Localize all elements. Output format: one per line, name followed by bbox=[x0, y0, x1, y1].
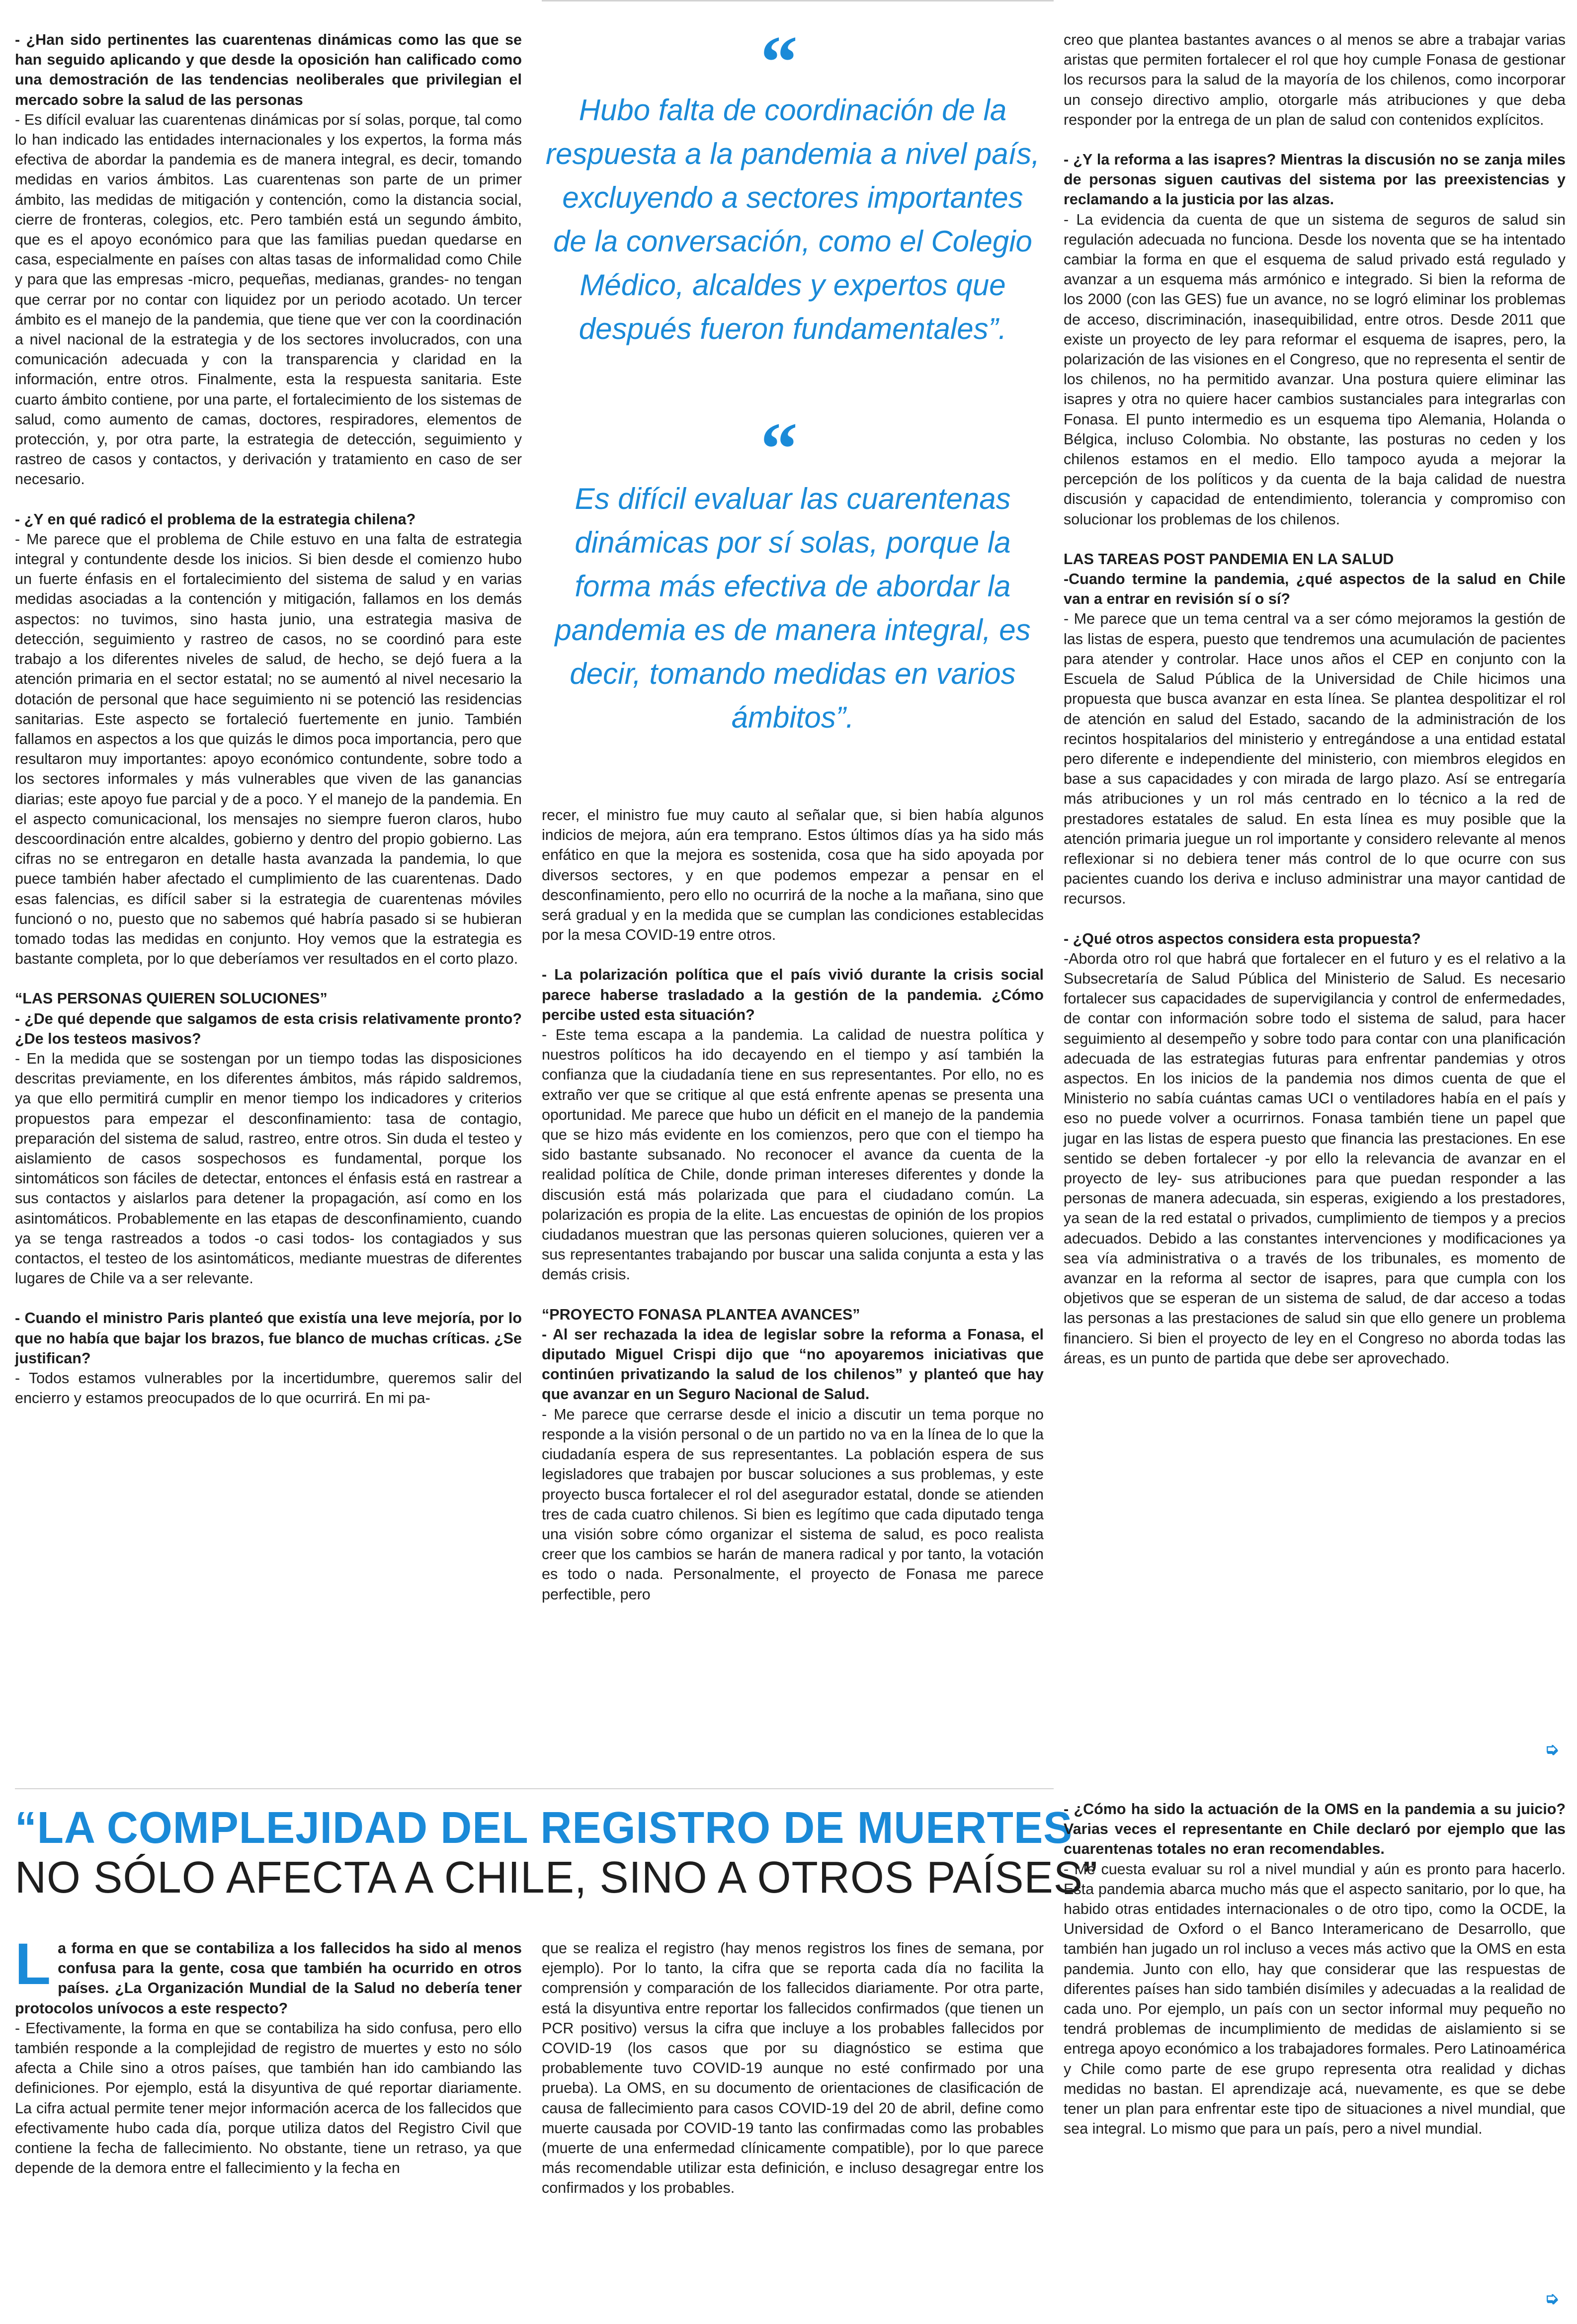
answer-8: - Me parece que un tema central va a ser cómo mejoramos la gestión de las listas de espera, puesto que tendremos una acumulación de pacientes para atender y controlar. Hace unos años el CEP en conjunto con la Escuela de Salud Pública de la Universidad de Chile hicimos una propuesta que busca avanzar en esta línea. Se plantea despolitizar el rol de atención en salud del Estado, sacando de la administración de los recintos hospitalarios del ministerio y entregándose a una entidad estatal pero diferente e independiente del ministerio, con miembros elegidos en base a sus capacidades y con mirada de largo plazo. Así se entregaría más atribuciones y un rol más centrado en lo técnico a la red de prestadores estatales de salud. En esta línea es muy posible que la atención primaria juegue un rol importante y considero relevante al menos reflexionar si no debiera tener más control de lo que ocurre con sus pacientes cuando los deriva e incluso administrar una mayor cantidad de recursos. bbox=[1064, 610, 1566, 908]
question-11: - ¿Cómo ha sido la actuación de la OMS en la pandemia a su juicio? Varias veces el representante en Chile declaró por ejemplo que las cuarentenas totales no eran recomendables. bbox=[1064, 1801, 1566, 1858]
bottom-column-2 bbox=[542, 1938, 1044, 2198]
answer-3: - En la medida que se sostengan por un tiempo todas las disposiciones descritas previamente, en los diferentes ámbitos, más rápido saldremos, ya que ello permitirá cumplir en menor tiempo los indicadores y criterios propuestos para empezar el desconfinamiento: tasa de contagio, preparación del sistema de salud, rastreo, entre otros. Sin duda el testeo y aislamiento de casos sospechosos es fundamental, porque los sintomáticos son fáciles de detectar, entonces el énfasis está en rastrear a sus contactos y aislarlos para detener la propagación, así como en los asintomáticos. Probablemente en las etapas de desconfinamiento, cuando ya se tenga rastreados a todos -o casi todos- los contagiados y sus contactos, el testeo de los asintomáticos, mediante muestras de diferentes lugares de Chile va a ser relevante. bbox=[15, 1050, 522, 1287]
question-10 bbox=[15, 1931, 522, 2018]
question-4: - Cuando el ministro Paris planteó que existía una leve mejoría, por lo que no había que bajar los brazos, fue blanco de muchas críticas. ¿Se justifican? bbox=[15, 1310, 522, 1367]
answer-4-continued: recer, el ministro fue muy cauto al señalar que, si bien había algunos indicios de mejora, aún era temprano. Estos últimos días ya ha sido más enfático en que la mejora es sostenida, cosa que ha sido apoyada por diversos sectores, y en que podemos empezar a pensar en el desconfinamiento, pero ello no ocurrirá de la noche a la mañana, sino que será gradual y en la medida que se cumplan las condiciones establecidas por la mesa COVID-19 entre otros. bbox=[542, 807, 1044, 944]
bottom-column-3 bbox=[1064, 1799, 1566, 2139]
continue-arrow-icon: ➭ bbox=[1545, 2289, 1559, 2308]
continue-arrow-icon: ➭ bbox=[1545, 1740, 1559, 1759]
question-9: - ¿Qué otros aspectos considera esta propuesta? bbox=[1064, 930, 1421, 947]
answer-9: -Aborda otro rol que habrá que fortalecer en el futuro y es el relativo a la Subsecretaría de Salud Pública del Ministerio de Salud. Es necesario fortalecer sus capacidades de supervigilancia y control de enfermedades, de contar con información sobre todo el sistema de salud, para hacer seguimiento al desempeño y sobre todo para contar con una planificación adecuada de las estrategias futuras para enfrentar pandemias y otros aspectos. En los inicios de la pandemia nos dimos cuenta de que el Ministerio no sabía cuántas camas UCI o ventiladores había en el país y eso no puede volver a ocurrirnos. Fonasa también tiene un papel que jugar en las listas de espera puesto que financia las prestaciones. En ese sentido se deben fortalecer -y por ello la relevancia de avanzar en el proyecto de ley- sus atribuciones para que puedan responder a las personas de manera adecuada, sin esperas, exigiendo a los prestadores, ya sean de la red estatal o privados, cumplimiento de tiempos y a precios adecuados. Debido a las constantes intervenciones y modificaciones ya sea vía administrativa o a través de los tribunales, es momento de avanzar en la reforma al sector de isapres, para que cumpla con los objetivos que se esperan de un sistema de salud, de dar acceso a todas las personas a las prestaciones de salud sin que ello genere un problema financiero. Si bien el proyecto de ley en el Congreso no aborda todas las áreas, es un punto de partida que debe ser aprovechado. bbox=[1064, 950, 1566, 1367]
answer-6: - Me parece que cerrarse desde el inicio a discutir un tema porque no responde a la visión personal o de un partido no va en la línea de lo que la ciudadanía espera de sus representantes. La población espera de sus legisladores que trabajen por buscar soluciones a sus problemas, y este proyecto busca fortalecer el rol del asegurador estatal, donde se atienden tres de cada cuatro chilenos. Si bien es legítimo que cada diputado tenga una visión sobre cómo organizar el sistema de salud, es poco realista creer que los cambios se harán de manera radical y por tanto, la votación es todo o nada. Personalmente, el proyecto de Fonasa me parece perfectible, pero bbox=[542, 1406, 1044, 1603]
answer-11: - Me cuesta evaluar su rol a nivel mundial y aún es pronto para hacerlo. Esta pandemia abarca mucho más que el aspecto sanitario, por lo que, ha habido otras entidades internacionales o de otro tipo, como la OCDE, la Universidad de Oxford o el Banco Interamericano de Desarrollo, que también han jugado un rol incluso a veces más activo que la OMS en esta pandemia. Junto con ello, hay que considerar que las respuestas de diferentes países han sido también disímiles y adecuadas a la realidad de cada uno. Por ejemplo, un país con un sector informal muy pequeño no tendrá problemas de incumplimiento de medidas de aislamiento si se entrega apoyo económico a los trabajadores formales. Pero Latinoamérica y Chile como parte de ese grupo representa otra realidad y dichas medidas no bastan. El aprendizaje acá, nuevamente, es que se debe tener un plan para enfrentar este tipo de situaciones a nivel mundial, que sea integral. Lo mismo que para un país, pero a nivel mundial. bbox=[1064, 1860, 1566, 2138]
answer-2: - Me parece que el problema de Chile estuvo en una falta de estrategia integral y contundente desde los inicios. Si bien desde el comienzo hubo un fuerte énfasis en el fortalecimiento del sistema de salud y en varias medidas asociadas a la contención y mitigación, fallamos en los demás aspectos: no tuvimos, sino hasta junio, una estrategia masiva de detección, seguimiento y rastreo de casos, no se coordinó para este trabajo a los diferentes niveles de salud, de hecho, se dejó fuera a la atención primaria en el sector estatal; no se aumentó al nivel necesario la dotación de personal que hace seguimiento ni se potenció las residencias sanitarias. Este aspecto se fortaleció fuertemente en junio. También fallamos en aspectos a los que quizás le dimos poca importancia, pero que resultaron muy importantes: apoyo económico contundente, sobre todo a los sectores informales y más vulnerables que viven de las ganancias diarias; este apoyo fue parcial y de a poco. Y el manejo de la pandemia. En el aspecto comunicacional, los mensajes no siempre fueron claros, hubo descoordinación entre alcaldes, gobierno y dentro del propio gobierno. Las cifras no se entregaron en detalle hasta avanzada la pandemia, lo que puece también haber afectado el cumplimiento de las cuarentenas. Dado esas falencias, es difícil saber si la estrategia de cuarentenas móviles funcionó o no, puesto que no sabemos qué habría pasado si se hubieran tomado todas las medidas en conjunto. Hoy vemos que la estrategia es bastante completa, por lo que deberíamos ver resultados en el corto plazo. bbox=[15, 530, 522, 968]
headline bbox=[15, 1803, 1098, 1903]
section-heading-3: LAS TAREAS POST PANDEMIA EN LA SALUD bbox=[1064, 550, 1394, 568]
quote-icon: “ bbox=[760, 21, 798, 103]
headline-line-1: “LA COMPLEJIDAD DEL REGISTRO DE MUERTES bbox=[15, 1803, 1073, 1853]
answer-10-continued: que se realiza el registro (hay menos registros los fines de semana, por ejemplo). Por lo tanto, la cifra que se reporta cada día no facilita la comprensión y comparación de los fallecidos diariamente. Por otra parte, está la disyuntiva entre reportar los fallecidos confirmados (que tienen un PCR positivo) versus la cifra que incluye a los probables fallecidos por COVID-19 (los casos que por su diagnóstico se estima que probablemente tuvo COVID-19 aunque no esté confirmado por una prueba). La OMS, en su documento de orientaciones de clasificación de causa de fallecimiento para casos COVID-19 del 20 de abril, define como muerte causada por COVID-19 tanto las confirmadas como las probables (muerte de una enfermedad clínicamente compatible), por lo que parece más recomendable utilizar esta definición, e incluso desagregar entre los confirmados y los probables. bbox=[542, 1940, 1044, 2197]
question-8: -Cuando termine la pandemia, ¿qué aspectos de la salud en Chile van a entrar en revisión sí o sí? bbox=[1064, 571, 1566, 608]
answer-1: - Es difícil evaluar las cuarentenas dinámicas por sí solas, porque, tal como lo han indicado las entidades internacionales y los expertos, la forma más efectiva de abordar la pandemia es de manera integral, es decir, tomando medidas en varios ámbitos. Las cuarentenas son parte de un primer ámbito, las medidas de mitigación y contención, como la distancia social, cierre de fronteras, colegios, etc. Pero también está un segundo ámbito, que es el apoyo económico para que las familias puedan quedarse en casa, especialmente en países con altas tasas de informalidad como Chile y para que las empresas -micro, pequeñas, medianas, grandes- no tengan que cerrar por no contar con liquidez por un periodo acotado. Un tercer ámbito es el manejo de la pandemia, que tiene que ver con la coordinación a nivel nacional de la estrategia y de los sectores involucrados, con una comunicación adecuada y con la transparencia y claridad en la información, entre otros. Finalmente, esta la respuesta sanitaria. Este cuarto ámbito contiene, por una parte, el fortalecimiento de los sistemas de salud, como aumento de camas, doctores, respiradores, elementos de protección, y, por otra parte, la estrategia de detección, seguimiento y rastreo de casos y contactos, y derivación y tratamiento en caso de ser necesario. bbox=[15, 111, 522, 488]
column-1 bbox=[15, 30, 522, 1408]
answer-4: - Todos estamos vulnerables por la incertidumbre, queremos salir del encierro y estamos preocupados de lo que ocurrirá. En mi pa- bbox=[15, 1370, 522, 1407]
bottom-column-1 bbox=[15, 1931, 522, 2178]
answer-6-continued: creo que plantea bastantes avances o al menos se abre a trabajar varias aristas que permiten fortalecer el rol que hoy cumple Fonasa de gestionar los recursos para la salud de la mayoría de los chilenos, como incorporar un consejo directivo amplio, otorgarle más atribuciones y que deba responder por la entrega de un plan de salud con contenidos explícitos. bbox=[1064, 31, 1566, 128]
question-1: - ¿Han sido pertinentes las cuarentenas dinámicas como las que se han seguido aplicando y que desde la oposición han calificado como una demostración de las tendencias neoliberales que privilegian el mercado sobre la salud de las personas bbox=[15, 31, 522, 108]
question-2: - ¿Y en qué radicó el problema de la estrategia chilena? bbox=[15, 510, 416, 528]
drop-cap: L bbox=[15, 1931, 51, 1997]
top-rule bbox=[542, 0, 1054, 1]
pull-quote-1: Hubo falta de coordinación de la respuesta a la pandemia a nivel país, excluyendo a sectores importantes de la conversación, como el Colegio Médico, alcaldes y expertos que después fueron fundamentales”. bbox=[546, 93, 1040, 345]
headline-line-2: NO SÓLO AFECTA A CHILE, SINO A OTROS PAÍSES” bbox=[15, 1853, 1098, 1903]
question-3: - ¿De qué depende que salgamos de esta crisis relativamente pronto? ¿De los testeos masivos? bbox=[15, 1010, 522, 1047]
quote-icon: “ bbox=[760, 408, 798, 490]
question-6: - Al ser rechazada la idea de legislar sobre la reforma a Fonasa, el diputado Miguel Crispi dijo que “no apoyaremos iniciativas que continúen privatizando la salud de los chilenos” y planteó que hay que avanzar en un Seguro Nacional de Salud. bbox=[542, 1326, 1044, 1403]
answer-5: - Este tema escapa a la pandemia. La calidad de nuestra política y nuestros políticos ha ido decayendo en el tiempo y así también la confianza que la ciudadanía tiene en sus representantes. Por ello, no es extraño ver que se critique al que está enfrente apenas se presenta una oportunidad. Me parece que hubo un déficit en el manejo de la pandemia que se hizo más evidente en los comienzos, pero que con el tiempo ha sido bastante subsanado. No reconocer el avance da cuenta de la realidad política de Chile, donde priman intereses diferentes y donde la discusión está más polarizada que para el ciudadano común. La polarización es propia de la elite. Las encuestas de opinión de los propios ciudadanos muestran que las personas quieren soluciones, quieren ver a sus representantes trabajando por buscar una salida conjunta a esta y las demás crisis. bbox=[542, 1026, 1044, 1283]
question-5: - La polarización política que el país vivió durante la crisis social parece haberse trasladado a la gestión de la pandemia. ¿Cómo percibe usted esta situación? bbox=[542, 966, 1044, 1023]
column-3 bbox=[1064, 30, 1566, 1368]
answer-7: - La evidencia da cuenta de que un sistema de seguros de salud sin regulación adecuada no funciona. Desde los noventa que se ha intentado cambiar la forma en que el esquema de salud privado está regulado y avanzar a un esquema más armónico e integrado. Si bien la reforma de los 2000 (con las GES) fue un avance, no se logró eliminar los problemas de acceso, discriminación, inasequibilidad, entre otros. Desde 2011 que existe un proyecto de ley para reformar el esquema de isapres, pero, la polarización de las visiones en el Congreso, que no representa el sentir de los chilenos, no ha permitido avanzar. Una postura quiere eliminar las isapres y otra no quiere hacer cambios sustanciales para integrarlas con Fonasa. El punto intermedio es un esquema tipo Alemania, Holanda o Bélgica, incluso Colombia. No obstante, las posturas no ceden y los chilenos estamos en el medio. Ello tampoco ayuda a mejorar la percepción de los políticos y da cuenta de la baja calidad de nuestra discusión y capacidad de entendimiento, tolerancia y compromiso con solucionar los problemas de los chilenos. bbox=[1064, 211, 1566, 528]
pull-quote-2: Es difícil evaluar las cuarentenas dinámicas por sí solas, porque la forma más efectiva de abordar la pandemia es de manera integral, es decir, tomando medidas en varios ámbitos”. bbox=[555, 482, 1031, 734]
column-2 bbox=[542, 805, 1044, 1604]
section-heading-2: “PROYECTO FONASA PLANTEA AVANCES” bbox=[542, 1306, 860, 1323]
question-7: - ¿Y la reforma a las isapres? Mientras la discusión no se zanja miles de personas siguen cautivas del sistema por las preexistencias y reclamando a la justicia por las alzas. bbox=[1064, 151, 1566, 208]
answer-10: - Efectivamente, la forma en que se contabiliza ha sido confusa, pero ello también responde a la complejidad de registro de muertes y esto no sólo afecta a Chile sino a otros países, que también han ido cambiando las definiciones. Por ejemplo, está la disyuntiva de qué reportar diariamente. La cifra actual permite tener mejor información acerca de los fallecidos que efectivamente hubo cada día, porque utiliza datos del Registro Civil que contiene la fecha de fallecimiento. No obstante, tiene un retraso, ya que depende de la demora entre el fallecimiento y la fecha en bbox=[15, 2019, 522, 2177]
question-10-text: a forma en que se contabiliza a los fallecidos ha sido al menos confusa para la gente, cosa que también ha ocurrido en otros países. ¿La Organización Mundial de la Salud no debería tener protocolos unívocos a este respecto? bbox=[15, 1940, 522, 2017]
section-heading-1: “LAS PERSONAS QUIEREN SOLUCIONES” bbox=[15, 990, 328, 1007]
headline-rule bbox=[15, 1788, 1054, 1789]
